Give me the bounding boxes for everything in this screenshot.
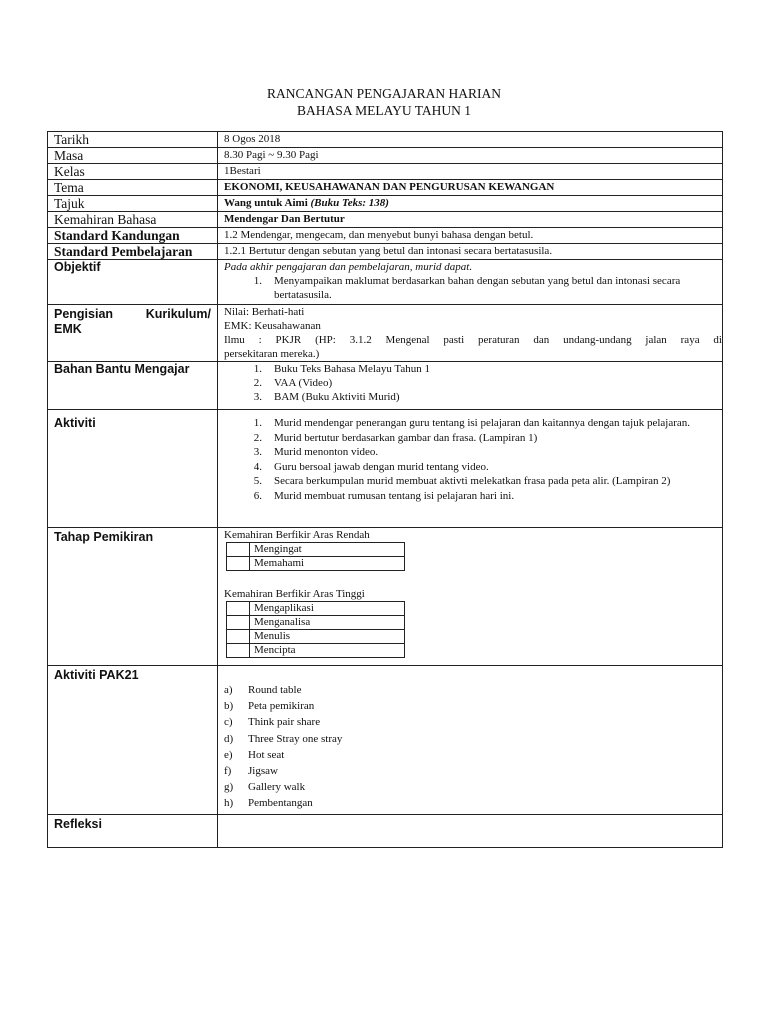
list-item: a) Round table [224,684,302,696]
label-emk: EMK [54,322,82,336]
page-title [0,85,768,119]
label-bahan-bantu-mengajar: Bahan Bantu Mengajar [48,362,218,410]
lesson-plan-table [47,131,723,848]
list-item: e) Hot seat [224,748,285,761]
label-tajuk: Tajuk [48,196,218,212]
value-standard-pembelajaran: 1.2.1 Bertutur dengan sebutan yang betul dan intonasi secara bertatasusila. [218,244,723,260]
row-bahan-bantu-mengajar [48,362,723,410]
row-standard-pembelajaran [48,244,723,260]
row-standard-kandungan [48,228,723,244]
title-line-1: RANCANGAN PENGAJARAN HARIAN [266,86,501,101]
ilmu-text: Ilmu : PKJR (HP: 3.1.2 Mengenal pasti peraturan dan undang-undang jalan raya di [224,334,722,346]
aktiviti-list [224,416,722,503]
row-tema [48,180,723,196]
value-kelas: 1Bestari [218,164,723,180]
row-aktiviti [48,410,723,528]
label-tahap-pemikiran: Tahap Pemikiran [48,528,218,666]
list-item: g) Gallery walk [224,781,306,794]
label-tarikh: Tarikh [48,132,218,148]
list-item: 1. Murid mendengar penerangan guru tentang isi pelajaran dan kaitannya dengan tajuk pelajaran. [253,417,691,429]
row-kelas [48,164,723,180]
label-pengisian: Pengisian [54,307,114,321]
row-aktiviti-pak21 [48,666,723,815]
table-row: Menganalisa [227,616,405,630]
list-item: c) Think pair share [224,716,321,729]
label-refleksi: Refleksi [48,815,218,848]
objektif-list [224,274,722,302]
pak21-list [224,682,722,812]
list-item: 1. Buku Teks Bahasa Melayu Tahun 1 [253,363,431,375]
list-item: 2. Murid bertutur berdasarkan gambar dan frasa. (Lampiran 1) [253,431,538,444]
list-item: 1. Menyampaikan maklumat berdasarkan bahan dengan sebutan yang betul dan intonasi secara bertatasusila. [253,275,681,301]
tajuk-title: Wang untuk Aimi [224,197,308,209]
value-objektif [218,260,723,305]
row-tajuk [48,196,723,212]
checkbox-cell [227,543,250,557]
objektif-intro: Pada akhir pengajaran dan pembelajaran, murid dapat. [224,261,473,273]
table-row: Mengaplikasi [227,602,405,616]
checkbox-cell [227,630,250,644]
list-item: 3. Murid menonton video. [253,446,379,458]
table-row: Mengingat [227,543,405,557]
value-aktiviti [218,410,723,528]
value-tahap-pemikiran [218,528,723,666]
kbar-table [226,542,405,571]
emk-text: EMK: Keusahawanan [224,320,321,332]
value-bahan-bantu-mengajar [218,362,723,410]
label-aktiviti-pak21: Aktiviti PAK21 [48,666,218,815]
kbat-title: Kemahiran Berfikir Aras Tinggi [224,588,365,600]
list-item: f) Jigsaw [224,765,278,778]
label-aktiviti: Aktiviti [48,410,218,528]
label-tema: Tema [48,180,218,196]
label-standard-kandungan: Standard Kandungan [48,228,218,244]
row-kemahiran-bahasa [48,212,723,228]
checkbox-cell [227,644,250,658]
value-tarikh: 8 Ogos 2018 [218,132,723,148]
label-objektif: Objektif [48,260,218,305]
row-tahap-pemikiran [48,528,723,666]
list-item: 6. Murid membuat rumusan tentang isi pelajaran hari ini. [253,489,515,502]
list-item: 5. Secara berkumpulan murid membuat aktivti melekatkan frasa pada peta alir. (Lampiran 2) [253,475,671,487]
label-pengisian-kurikulum [48,305,218,362]
list-item: 2. VAA (Video) [253,377,333,389]
checkbox-cell [227,602,250,616]
title-line-2: BAHASA MELAYU TAHUN 1 [296,103,472,118]
table-row: Mencipta [227,644,405,658]
row-objektif [48,260,723,305]
list-item: b) Peta pemikiran [224,700,315,713]
list-item: d) Three Stray one stray [224,732,343,745]
value-refleksi [218,815,723,848]
row-masa [48,148,723,164]
nilai-text: Nilai: Berhati-hati [224,306,305,318]
list-item: 4. Guru bersoal jawab dengan murid tentang video. [253,460,489,473]
value-aktiviti-pak21 [218,666,723,815]
table-row: Memahami [227,557,405,571]
label-kelas: Kelas [48,164,218,180]
kbat-table [226,601,405,658]
label-kurikulum: Kurikulum/ [145,307,211,321]
list-item: 3. BAM (Buku Aktiviti Murid) [253,391,400,403]
list-item: h) Pembentangan [224,797,313,810]
checkbox-cell [227,616,250,630]
ilmu-text-cont: persekitaran mereka.) [224,348,320,360]
row-pengisian-kurikulum [48,305,723,362]
label-kemahiran-bahasa: Kemahiran Bahasa [48,212,218,228]
value-masa: 8.30 Pagi ~ 9.30 Pagi [218,148,723,164]
table-row: Menulis [227,630,405,644]
kbar-title: Kemahiran Berfikir Aras Rendah [224,529,370,541]
row-tarikh [48,132,723,148]
checkbox-cell [227,557,250,571]
value-kemahiran-bahasa: Mendengar Dan Bertutur [218,212,723,228]
value-pengisian-kurikulum [218,305,723,362]
value-tema: EKONOMI, KEUSAHAWANAN DAN PENGURUSAN KEWANGAN [218,180,723,196]
tajuk-reference: (Buku Teks: 138) [310,197,389,209]
label-standard-pembelajaran: Standard Pembelajaran [48,244,218,260]
row-refleksi [48,815,723,848]
value-tajuk [218,196,723,212]
bbm-list [224,362,722,404]
label-masa: Masa [48,148,218,164]
value-standard-kandungan: 1.2 Mendengar, mengecam, dan menyebut bunyi bahasa dengan betul. [218,228,723,244]
